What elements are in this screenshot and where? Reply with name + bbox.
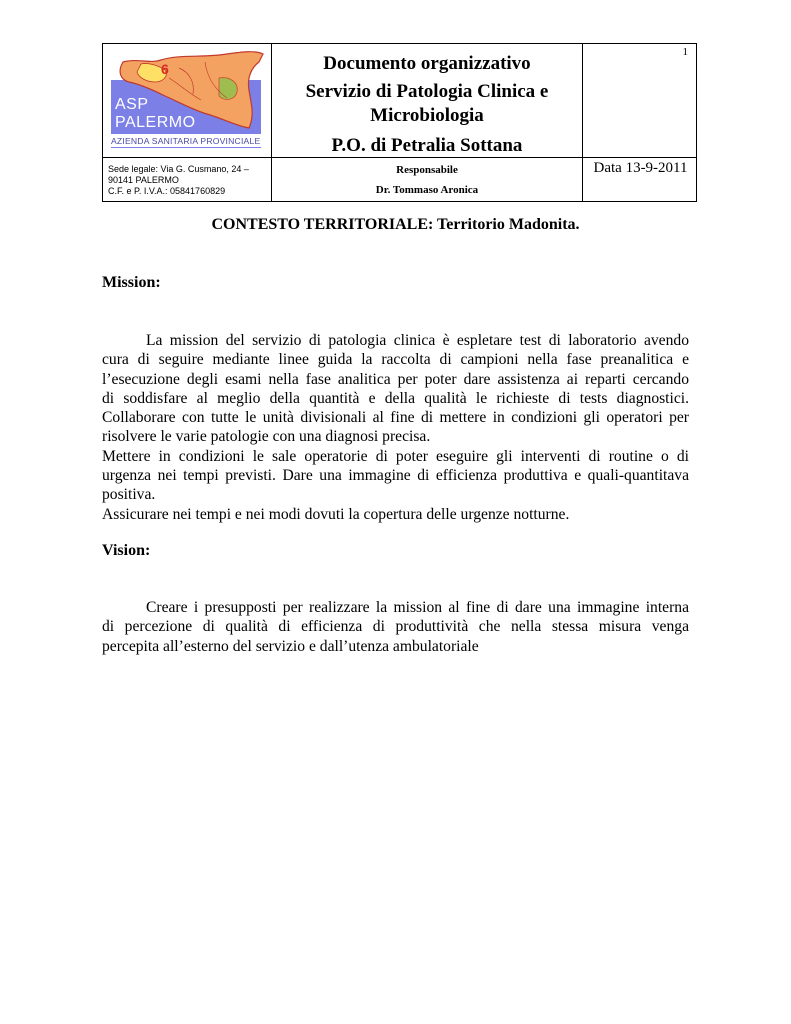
text-line: La mission del servizio di patologia clinica è espletare test di laboratorio avendo (146, 332, 689, 349)
text-line: Collaborare con tutte le unità divisionali al fine di mettere in condizioni gli operatori per (102, 409, 689, 427)
vision-paragraph (102, 598, 689, 656)
region-number: 6 (161, 61, 169, 77)
header-table (102, 43, 697, 202)
title-line: Microbiologia (370, 105, 484, 126)
address-line: C.F. e P. I.V.A.: 05841760829 (108, 186, 226, 196)
vision-heading: Vision: (102, 542, 151, 559)
title-line: Servizio di Patologia Clinica e (305, 81, 549, 102)
divider (582, 44, 583, 201)
responsible-name: Dr. Tommaso Aronica (375, 184, 479, 196)
logo-line2: PALERMO (115, 114, 196, 131)
text-line: di soddisfare al meglio della quantità e della qualità le richieste di tests diagnostici. (102, 389, 689, 407)
responsible-block (272, 164, 582, 196)
asp-logo (103, 44, 271, 157)
text-line: urgenza nei tempi previsti. Dare una immagine di efficienza produttiva e quali-quantitava (102, 467, 689, 485)
text-line: positiva. (102, 486, 156, 504)
text-line: Assicurare nei tempi e nei modi dovuti la copertura delle urgenze notturne. (102, 505, 570, 523)
document-title (272, 44, 582, 157)
address-line: Sede legale: Via G. Cusmano, 24 – (108, 164, 249, 174)
text-line: risolvere le varie patologie con una diagnosi precisa. (102, 428, 431, 446)
text-line: Creare i presupposti per realizzare la mission al fine di dare una immagine interna (146, 599, 689, 616)
logo-line1: ASP (115, 96, 149, 113)
text-line: di percezione di qualità di efficienza di produttività che nella stessa misura venga (102, 618, 689, 636)
text-line: percepita all’esterno del servizio e dall’utenza ambulatoriale (102, 637, 479, 655)
text-line: l’esecuzione degli esami nella fase analitica per poter dare assistenza ai reparti cercando (102, 370, 689, 388)
text-line: Mettere in condizioni le sale operatorie di poter eseguire gli interventi di routine o di (102, 447, 689, 465)
page-number: 1 (682, 46, 688, 58)
title-line: Documento organizzativo (323, 53, 531, 74)
responsible-label: Responsabile (396, 164, 458, 176)
title-line: P.O. di Petralia Sottana (331, 135, 523, 156)
text-line: cura di seguire mediante linee guida la raccolta di campioni nella fase preanalitica e (102, 351, 689, 369)
mission-paragraph (102, 331, 689, 524)
logo-subtitle: AZIENDA SANITARIA PROVINCIALE (111, 136, 261, 146)
logo-underline (111, 147, 261, 148)
address-line: 90141 PALERMO (108, 175, 179, 185)
legal-address (108, 164, 249, 197)
document-date: Data 13-9-2011 (593, 160, 688, 176)
context-heading: CONTESTO TERRITORIALE: Territorio Madonita. (211, 216, 580, 233)
mission-heading: Mission: (102, 274, 161, 291)
